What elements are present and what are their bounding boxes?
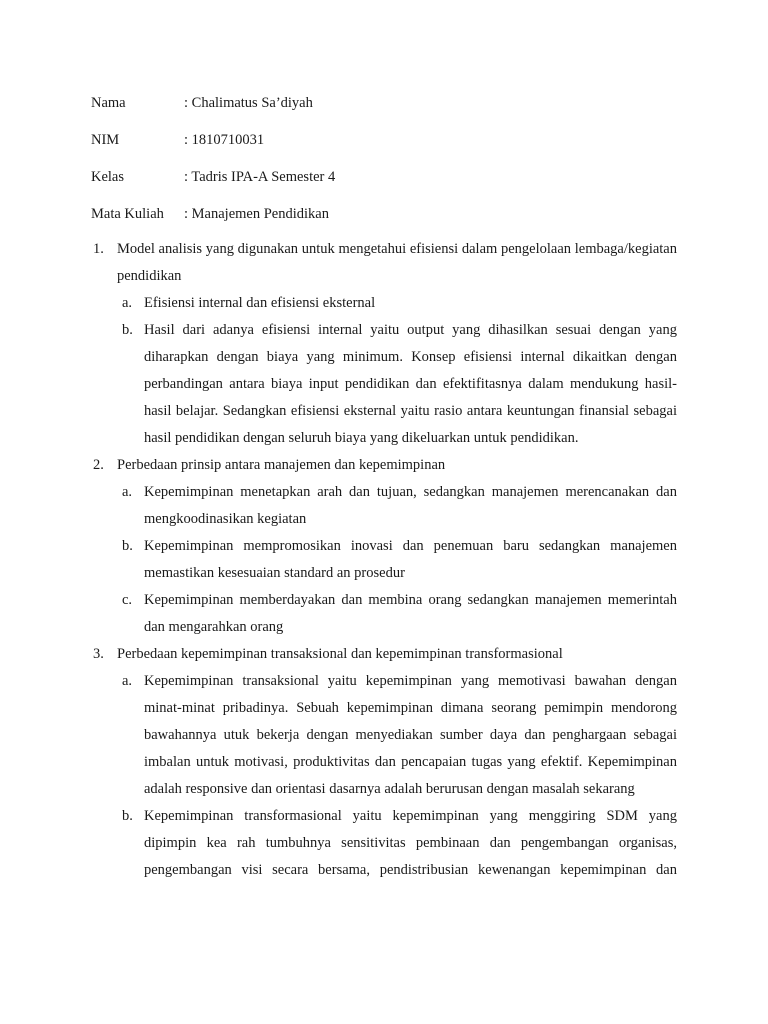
answer-letter: a.: [122, 673, 133, 689]
answer-text: Kepemimpinan transaksional yaitu kepemimpinan yang memotivasi bawahan dengan minat-minat pribadinya. Sebuah kepemimpinan dimana seorang pemimpin mendorong bawahannya utuk bekerja dengan menyediakan sumber daya dan penghargaan sebagai imbalan untuk motivasi, produktivitas dan pencapaian tugas yang efektif. Kepemimpinan adalah responsive dan orientasi dasarnya adalah berurusan dengan masalah sekarang: [144, 673, 677, 797]
answer-item: [117, 587, 677, 641]
info-row-kelas: [91, 167, 691, 187]
answer-item: [117, 479, 677, 533]
answer-text: Kepemimpinan mempromosikan inovasi dan penemuan baru sedangkan manajemen memastikan kesesuaian standard an prosedur: [144, 538, 677, 581]
answer-item: [117, 533, 677, 587]
question-3: [91, 641, 677, 884]
answer-text: Kepemimpinan transformasional yaitu kepemimpinan yang menggiring SDM yang dipimpin kea rah tumbuhnya sensitivitas pembinaan dan pengembangan organisas, pengembangan visi secara bersama, pendistribusian kewenangan kepemimpinan dan: [144, 808, 677, 878]
question-number: 3.: [93, 646, 104, 662]
answer-letter: b.: [122, 538, 133, 554]
answer-text: Hasil dari adanya efisiensi internal yaitu output yang dihasilkan sesuai dengan yang diharapkan dengan biaya yang minimum. Konsep efisiensi internal dikaitkan dengan perbandingan antara biaya input pendidikan dan efektifitasnya dalam mendukung hasil-hasil belajar. Sedangkan efisiensi eksternal yaitu rasio antara keuntungan finansial sebagai hasil pendidikan dengan seluruh biaya yang dikeluarkan untuk pendidikan.: [144, 322, 677, 446]
info-row-mata-kuliah: [91, 204, 691, 224]
answer-item: [117, 290, 677, 317]
question-number: 1.: [93, 241, 104, 257]
question-number: 2.: [93, 457, 104, 473]
question-list: [91, 236, 677, 884]
answer-letter: b.: [122, 322, 133, 338]
answer-letter: a.: [122, 295, 133, 311]
question-text: Model analisis yang digunakan untuk mengetahui efisiensi dalam pengelolaan lembaga/kegiatan pendidikan: [117, 241, 677, 284]
answer-item: [117, 317, 677, 452]
answer-item: [117, 803, 677, 884]
answer-letter: c.: [122, 592, 133, 608]
kelas-value: : Tadris IPA-A Semester 4: [184, 169, 336, 185]
question-2: [91, 452, 677, 641]
question-text: Perbedaan kepemimpinan transaksional dan kepemimpinan transformasional: [117, 646, 563, 662]
answer-text: Kepemimpinan memberdayakan dan membina orang sedangkan manajemen memerintah dan mengarahkan orang: [144, 592, 677, 635]
answer-item: [117, 668, 677, 803]
answer-letter: b.: [122, 808, 133, 824]
answer-letter: a.: [122, 484, 133, 500]
mata-kuliah-value: : Manajemen Pendidikan: [184, 206, 329, 222]
mata-kuliah-label: Mata Kuliah: [91, 206, 164, 222]
answer-text: Kepemimpinan menetapkan arah dan tujuan, sedangkan manajemen merencanakan dan mengkoodinasikan kegiatan: [144, 484, 677, 527]
nama-label: Nama: [91, 95, 126, 111]
info-row-nim: [91, 130, 691, 150]
kelas-label: Kelas: [91, 169, 125, 185]
info-row-nama: [91, 93, 691, 113]
nim-value: : 1810710031: [184, 132, 265, 148]
question-text: Perbedaan prinsip antara manajemen dan kepemimpinan: [117, 457, 446, 473]
answer-text: Efisiensi internal dan efisiensi eksternal: [144, 295, 376, 311]
nama-value: : Chalimatus Sa’diyah: [184, 95, 313, 111]
nim-label: NIM: [91, 132, 120, 148]
question-1: [91, 236, 677, 452]
